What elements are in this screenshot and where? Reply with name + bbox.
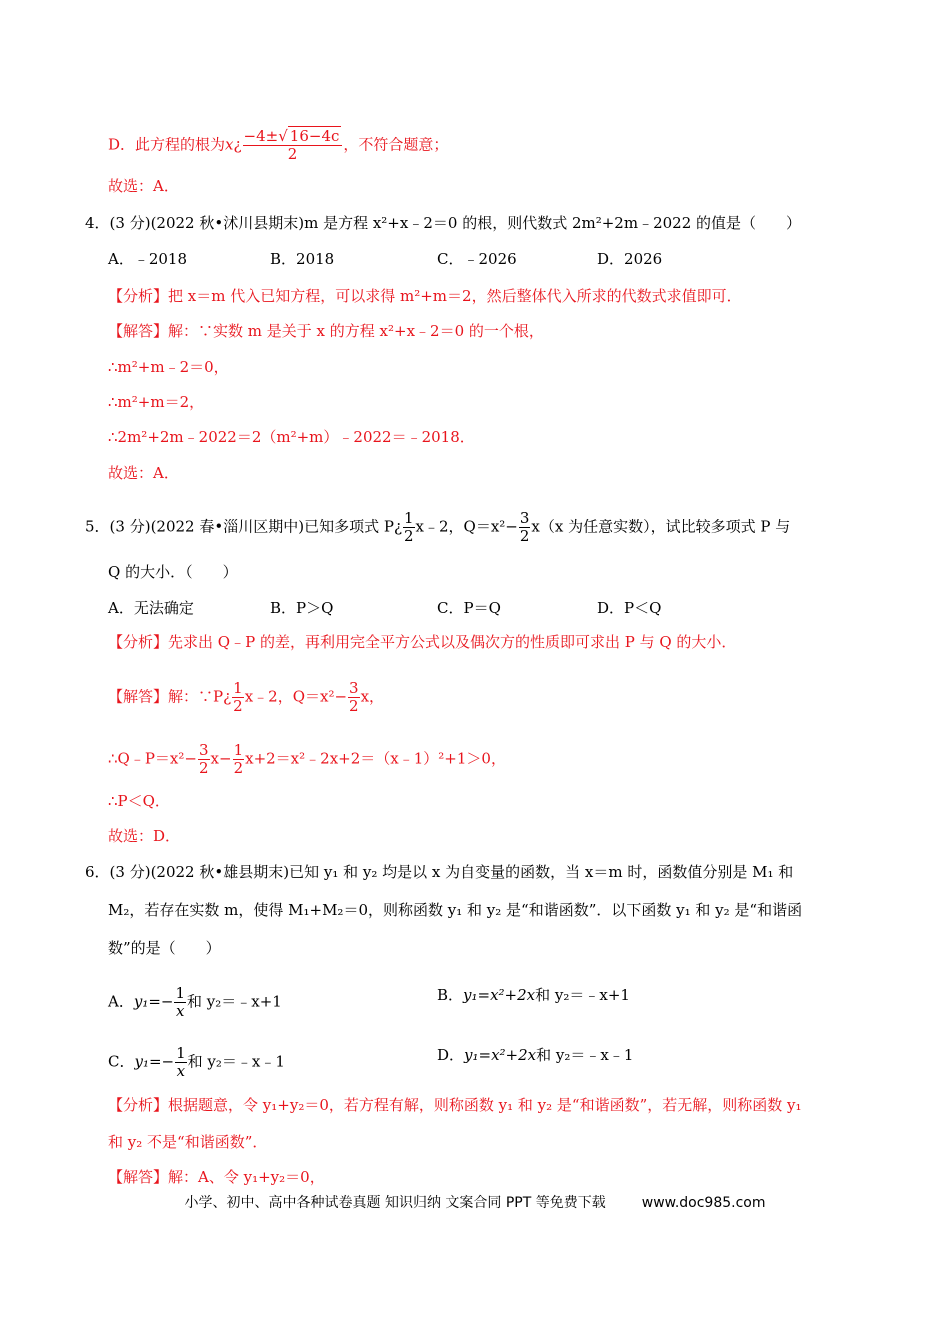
q6-option-a[interactable]: A．y₁=− $\frac{1}{x}$ 和 y₂＝﹣x+1 bbox=[108, 984, 282, 1020]
q6-analysis-line2: 和 y₂ 不是“和谐函数”． bbox=[108, 1133, 268, 1151]
q6-option-b[interactable]: B．y₁=x²+2x和 y₂＝﹣x+1 bbox=[437, 986, 630, 1004]
q4-option-d[interactable]: D．2026 bbox=[597, 250, 663, 268]
footer-site-link[interactable]: www.doc985.com bbox=[641, 1195, 766, 1211]
q5-analysis: 【分析】先求出 Q﹣P 的差，再利用完全平方公式以及偶次方的性质即可求出 P 与 Q 的大小． bbox=[108, 633, 737, 651]
q5-option-d[interactable]: D．P＜Q bbox=[597, 599, 662, 617]
page-footer bbox=[0, 1192, 950, 1212]
q5-option-c[interactable]: C．P＝Q bbox=[437, 599, 501, 617]
question-4-stem: 4．(3 分)(2022 秋•沭川县期末)m 是方程 x²+x﹣2＝0 的根，则代数式 2m²+2m﹣2022 的值是（ ） bbox=[85, 214, 802, 232]
q5-option-b[interactable]: B．P＞Q bbox=[270, 599, 334, 617]
q4-step-1: ∴m²+m﹣2＝0， bbox=[108, 358, 229, 376]
q6-solution: 【解答】解：A、令 y₁+y₂＝0， bbox=[108, 1168, 325, 1186]
q5-solution: 【解答】解：∵P¿ $\frac{1}{2}$ x﹣2，Q＝x²− $\frac{3}{2}$ x， bbox=[108, 679, 385, 715]
q4-analysis: 【分析】把 x＝m 代入已知方程，可以求得 m²+m＝2，然后整体代入所求的代数式求值即可． bbox=[108, 287, 742, 305]
q4-solution: 【解答】解：∵实数 m 是关于 x 的方程 x²+x﹣2＝0 的一个根， bbox=[108, 322, 544, 340]
q4-option-c[interactable]: C．﹣2026 bbox=[437, 250, 517, 268]
q6-analysis: 【分析】根据题意，令 y₁+y₂＝0，若方程有解，则称函数 y₁ 和 y₂ 是“和谐函数”，若无解，则称函数 y₁ bbox=[108, 1096, 802, 1114]
question-5-stem: 5．(3 分)(2022 春•淄川区期中)已知多项式 P¿ $\frac{1}{2}$ x﹣2，Q＝x²− $\frac{3}{2}$ x（x 为任意实数），试比较多项式 P 与 bbox=[85, 509, 791, 545]
q6-option-c[interactable]: C．y₁=− $\frac{1}{x}$ 和 y₂＝﹣x﹣1 bbox=[108, 1044, 285, 1080]
q4-option-a[interactable]: A．﹣2018 bbox=[108, 250, 188, 268]
q4-choice: 故选：A． bbox=[108, 464, 179, 482]
q6-option-d[interactable]: D．y₁=x²+2x和 y₂＝﹣x﹣1 bbox=[437, 1046, 634, 1064]
q4-step-2: ∴m²+m＝2， bbox=[108, 393, 205, 411]
q4-option-b[interactable]: B．2018 bbox=[270, 250, 335, 268]
footer-text: 小学、初中、高中各种试卷真题 知识归纳 文案合同 PPT 等免费下载 bbox=[184, 1195, 606, 1211]
q5-step-1: ∴Q﹣P＝x²− $\frac{3}{2}$ x− $\frac{1}{2}$ x+2＝x²﹣2x+2＝（x﹣1）²+1＞0， bbox=[108, 741, 506, 777]
q5-step-2: ∴P＜Q． bbox=[108, 792, 170, 810]
q5-option-a[interactable]: A．无法确定 bbox=[108, 599, 194, 617]
prev-option-d: D．此方程的根为x¿ $\frac{-4\pm√ 16-4c}{2}$ ，不符合题意； bbox=[108, 127, 449, 163]
question-6-stem: 6．(3 分)(2022 秋•雄县期末)已知 y₁ 和 y₂ 均是以 x 为自变量的函数，当 x＝m 时，函数值分别是 M₁ 和 bbox=[85, 863, 794, 881]
question-6-line2: M₂，若存在实数 m，使得 M₁+M₂＝0，则称函数 y₁ 和 y₂ 是“和谐函数”．以下函数 y₁ 和 y₂ 是“和谐函 bbox=[108, 901, 803, 919]
prev-choice: 故选：A． bbox=[108, 177, 179, 195]
q5-choice: 故选：D． bbox=[108, 827, 181, 845]
question-5-stem-line2: Q 的大小．（ ） bbox=[108, 563, 238, 581]
question-6-line3: 数”的是（ ） bbox=[108, 939, 221, 957]
q4-step-3: ∴2m²+2m﹣2022＝2（m²+m）﹣2022＝﹣2018． bbox=[108, 428, 475, 446]
root-formula: $\frac{-4\pm√ 16-4c}{2}$ bbox=[243, 128, 343, 163]
